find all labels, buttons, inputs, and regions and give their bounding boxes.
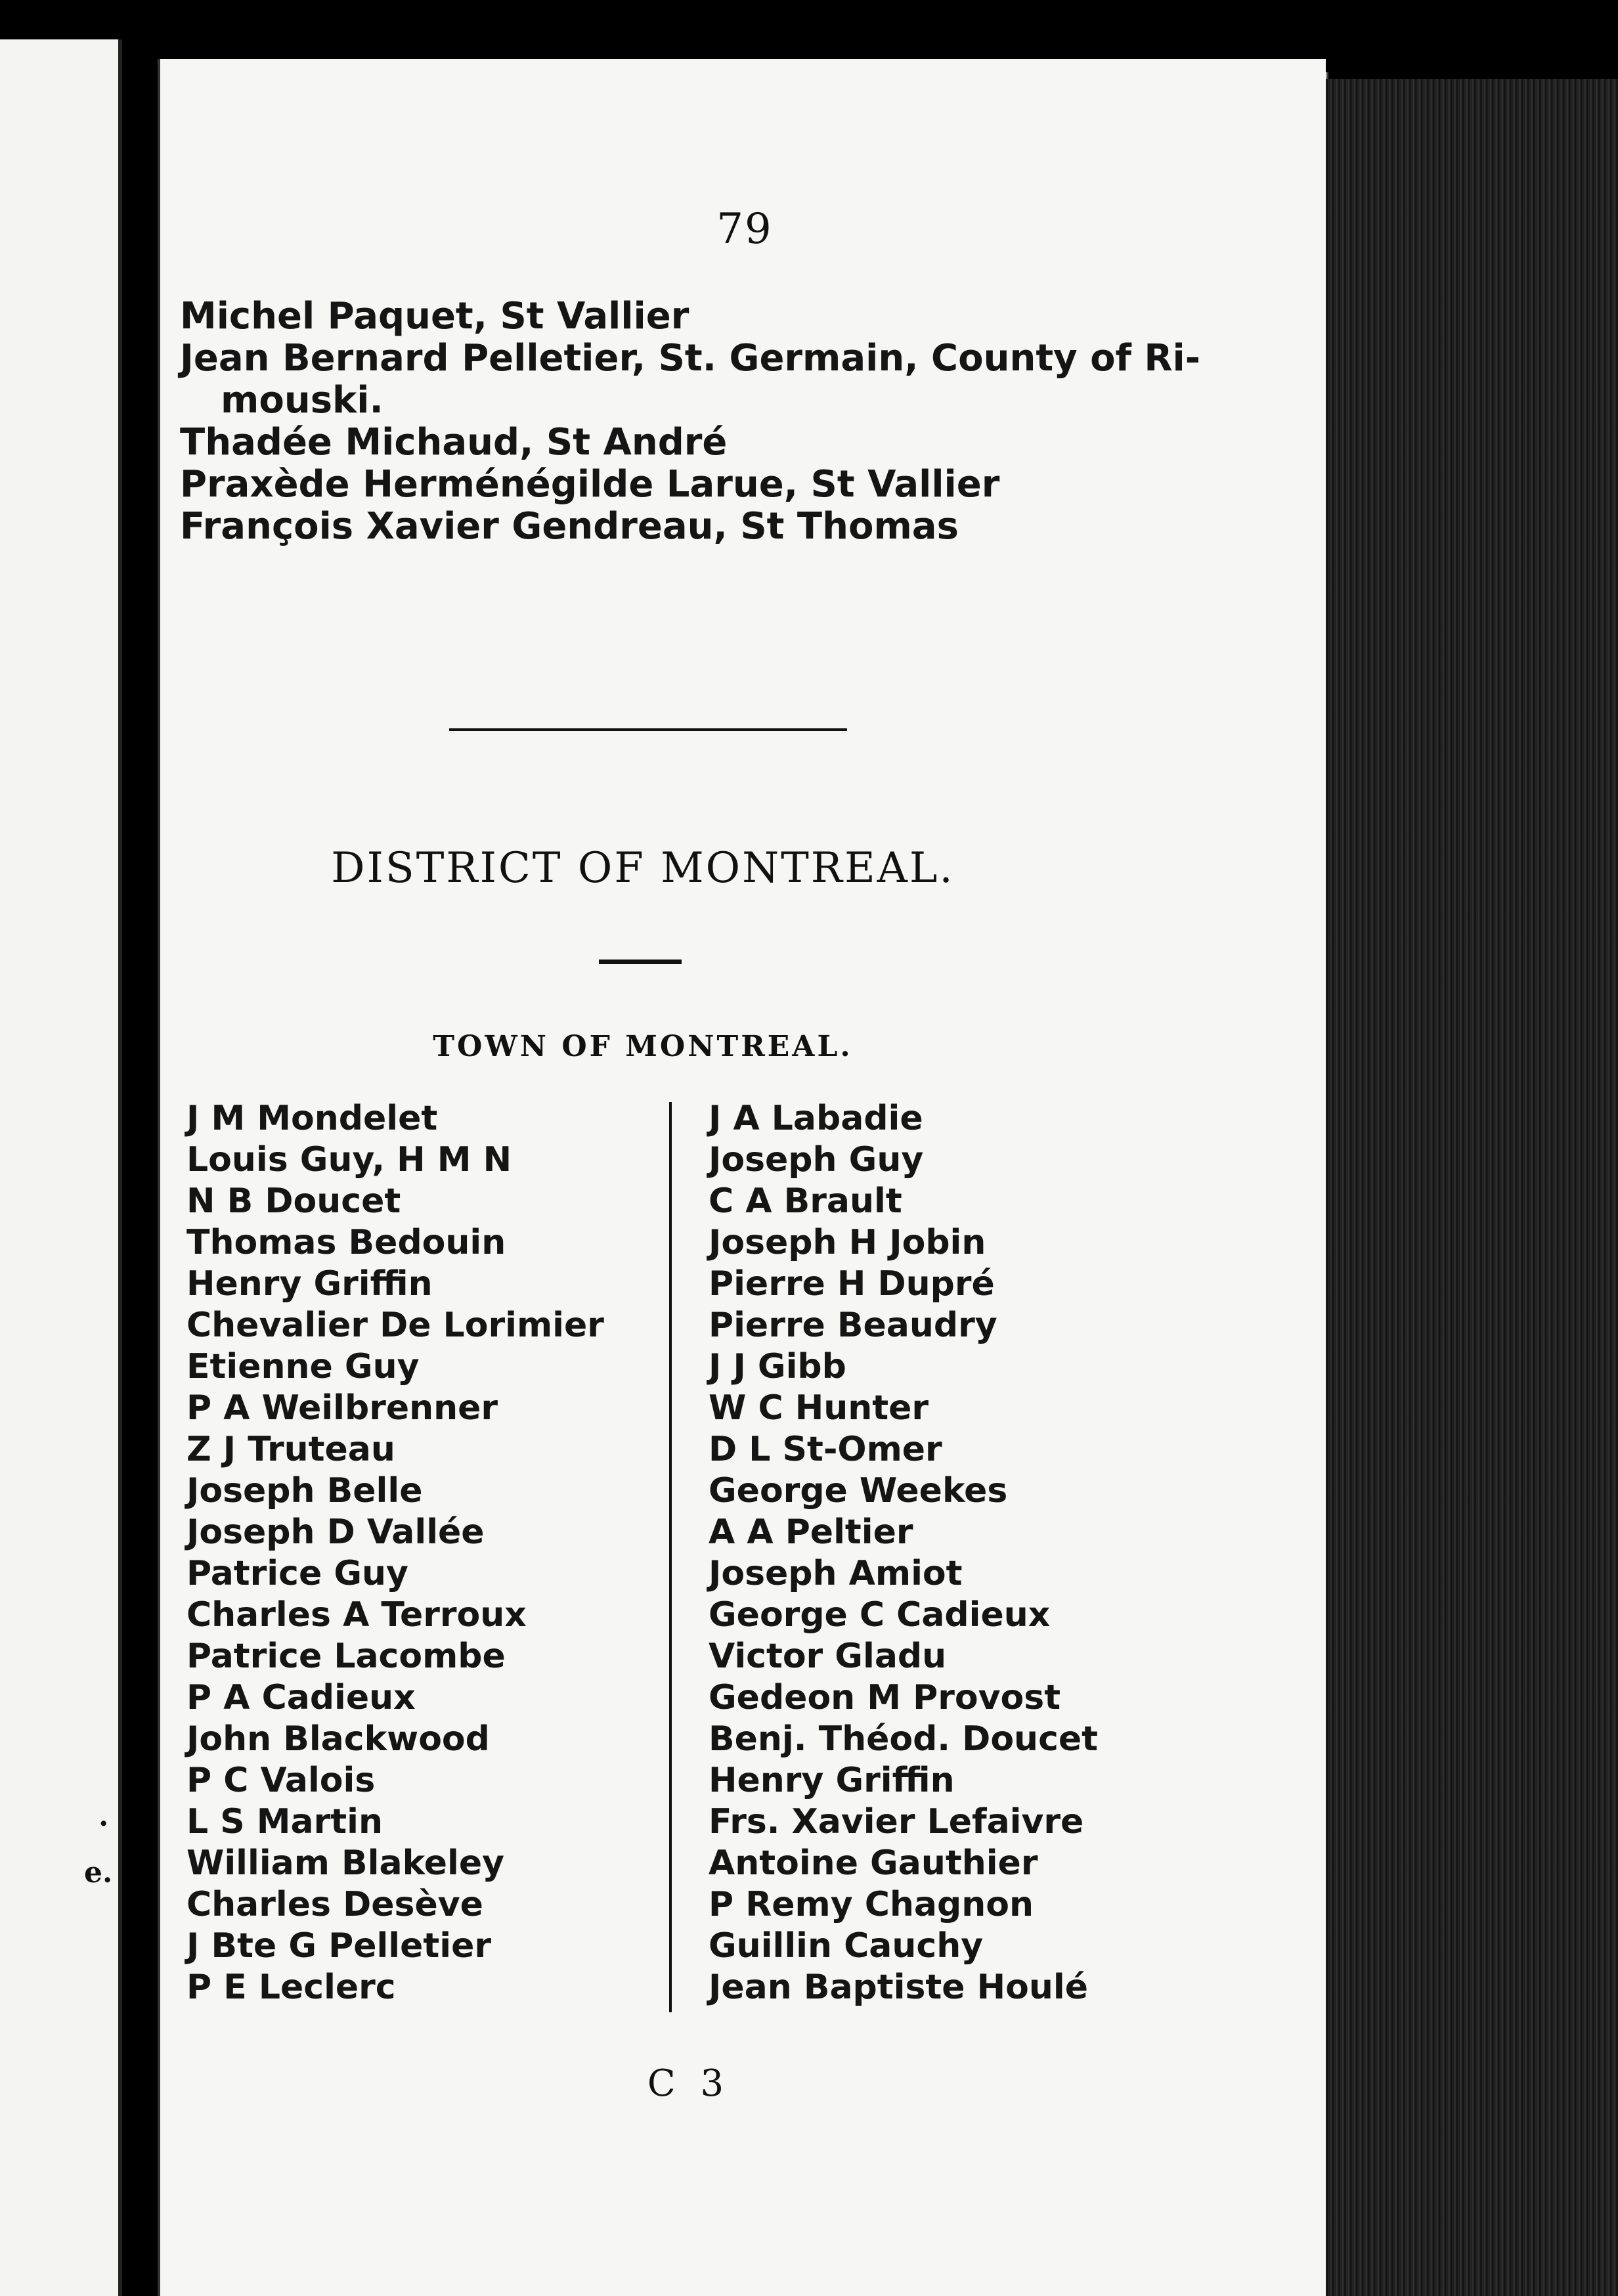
name-entry: Jean Baptiste Houlé bbox=[709, 1968, 1088, 2007]
name-entry: P A Cadieux bbox=[186, 1678, 416, 1717]
list-entry: Jean Bernard Pelletier, St. Germain, County of Ri- bbox=[180, 337, 1200, 380]
name-entry: Joseph Belle bbox=[186, 1471, 423, 1511]
name-entry: Z J Truteau bbox=[186, 1430, 395, 1469]
name-entry: Henry Griffin bbox=[186, 1264, 433, 1304]
name-entry: P Remy Chagnon bbox=[709, 1885, 1034, 1924]
name-entry: Patrice Lacombe bbox=[186, 1637, 506, 1676]
name-entry: L S Martin bbox=[186, 1802, 383, 1842]
name-entry: Antoine Gauthier bbox=[709, 1843, 1038, 1883]
name-entry: P E Leclerc bbox=[186, 1968, 396, 2007]
name-entry: Etienne Guy bbox=[186, 1347, 420, 1386]
name-entry: John Blackwood bbox=[186, 1719, 490, 1759]
name-entry: William Blakeley bbox=[186, 1843, 505, 1883]
name-entry: Joseph Guy bbox=[709, 1140, 924, 1180]
name-entry: Pierre H Dupré bbox=[709, 1264, 995, 1304]
name-entry: A A Peltier bbox=[709, 1512, 913, 1552]
book-fore-edge bbox=[1323, 79, 1618, 2296]
page bbox=[158, 59, 1326, 2296]
name-entry: D L St-Omer bbox=[709, 1430, 942, 1469]
name-entry: Frs. Xavier Lefaivre bbox=[709, 1802, 1084, 1842]
name-entry: P A Weilbrenner bbox=[186, 1388, 498, 1428]
name-entry: George Weekes bbox=[709, 1471, 1008, 1511]
name-entry: Charles Desève bbox=[186, 1885, 483, 1924]
name-entry: Chevalier De Lorimier bbox=[186, 1306, 604, 1345]
section-rule bbox=[449, 728, 847, 731]
name-entry: Patrice Guy bbox=[186, 1554, 408, 1593]
name-entry: P C Valois bbox=[186, 1761, 376, 1800]
signature-mark: C 3 bbox=[647, 2062, 731, 2105]
name-entry: W C Hunter bbox=[709, 1388, 929, 1428]
heading-rule bbox=[599, 960, 682, 964]
left-page-edge bbox=[0, 39, 122, 2296]
list-entry: Michel Paquet, St Vallier bbox=[180, 295, 689, 338]
name-entry: Henry Griffin bbox=[709, 1761, 955, 1800]
town-heading: TOWN OF MONTREAL. bbox=[433, 1030, 853, 1063]
name-entry: Victor Gladu bbox=[709, 1637, 947, 1676]
continued-name-list bbox=[180, 296, 1296, 548]
name-entry: N B Doucet bbox=[186, 1181, 401, 1221]
district-heading: DISTRICT OF MONTREAL. bbox=[331, 844, 955, 893]
left-page-mark: e. bbox=[84, 1856, 113, 1889]
name-entry: Joseph H Jobin bbox=[709, 1223, 986, 1262]
list-entry: Praxède Herménégilde Larue, St Vallier bbox=[180, 463, 1000, 506]
name-entry: J J Gibb bbox=[709, 1347, 846, 1386]
column-divider bbox=[669, 1102, 672, 2012]
name-entry: J Bte G Pelletier bbox=[186, 1926, 491, 1966]
name-entry: C A Brault bbox=[709, 1181, 902, 1221]
name-entry: George C Cadieux bbox=[709, 1595, 1051, 1635]
list-entry: François Xavier Gendreau, St Thomas bbox=[180, 505, 959, 548]
name-entry: Guillin Cauchy bbox=[709, 1926, 984, 1966]
name-entry: J M Mondelet bbox=[186, 1099, 438, 1138]
name-entry: Pierre Beaudry bbox=[709, 1306, 997, 1345]
name-entry: Benj. Théod. Doucet bbox=[709, 1719, 1099, 1759]
name-entry: J A Labadie bbox=[709, 1099, 923, 1138]
list-entry: Thadée Michaud, St André bbox=[180, 421, 728, 464]
page-number: 79 bbox=[716, 205, 773, 254]
name-entry: Joseph Amiot bbox=[709, 1554, 963, 1593]
name-entry: Louis Guy, H M N bbox=[186, 1140, 512, 1180]
name-entry: Charles A Terroux bbox=[186, 1595, 527, 1635]
name-entry: Joseph D Vallée bbox=[186, 1512, 485, 1552]
left-page-mark: . bbox=[98, 1799, 109, 1833]
name-entry: Thomas Bedouin bbox=[186, 1223, 506, 1262]
list-entry: mouski. bbox=[221, 379, 383, 422]
name-entry: Gedeon M Provost bbox=[709, 1678, 1061, 1717]
names-column-left bbox=[186, 1098, 646, 2008]
names-column-right bbox=[709, 1098, 1300, 2008]
